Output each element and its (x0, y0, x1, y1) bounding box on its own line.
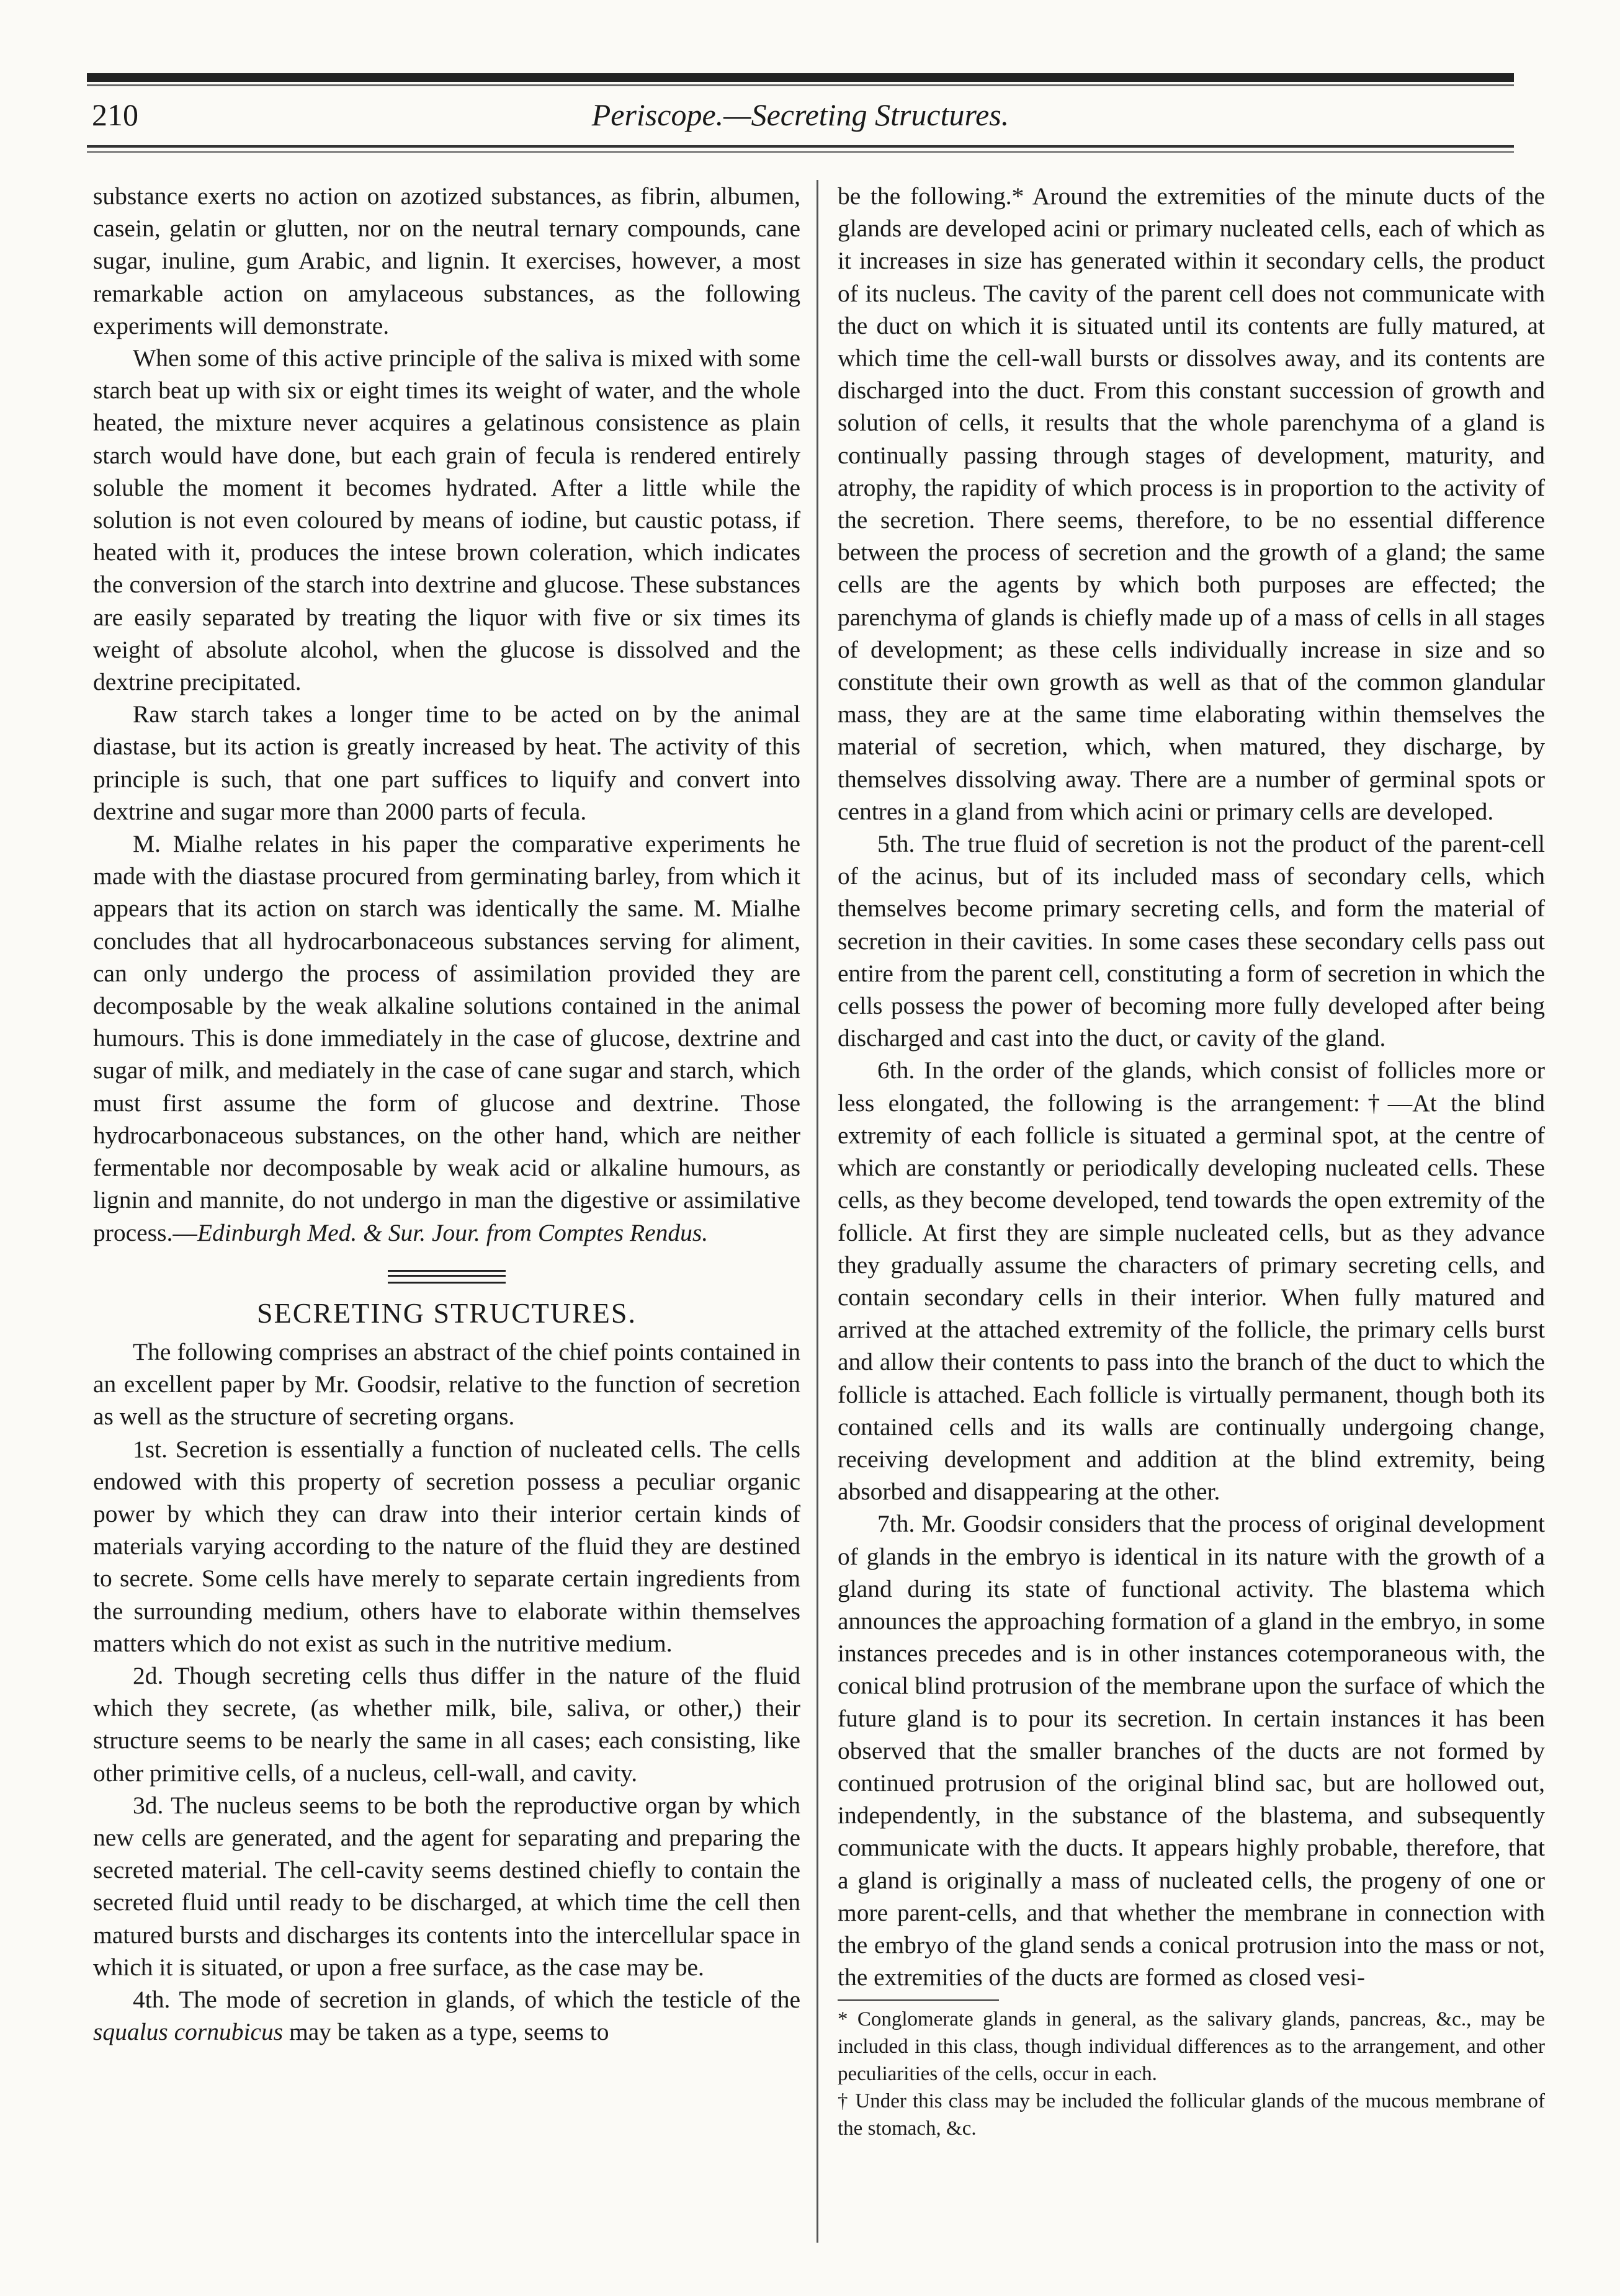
citation: Edinburgh Med. & Sur. Jour. from Comptes Rendus. (197, 1218, 709, 1246)
right-column (838, 180, 1545, 2142)
paragraph: 7th. Mr. Goodsir considers that the process of original development of glands in the embryo is identical in its nature with the growth of a gland during its state of functional activity. The blastema which announces the approaching formation of a gland in the embryo, in some instances precedes and is in other instances cotemporaneous with, the conical blind protrusion of the membrane upon the surface of which the future gland is to pour its secretion. In certain instances it has been observed that the smaller branches of the ducts are not formed by continued protrusion of the original blind sac, but are hollowed out, independently, in the substance of the blastema, and subsequently communicate with the ducts. It appears highly probable, therefore, that a gland is originally a mass of nucleated cells, the progeny of one or more parent-cells, and that whether the membrane in connection with the embryo of the gland sends a conical protrusion into the mass or not, the extremities of the ducts are formed as closed vesi- (838, 1510, 1545, 1991)
running-head: Periscope.—Secreting Structures. (591, 97, 1009, 132)
left-column (93, 180, 800, 2048)
footnote: * Conglomerate glands in general, as the salivary glands, pancreas, &c., may be included in this class, though individual differences as to the arrangement, and other peculiarities of the cells, occur in each. (838, 2008, 1545, 2086)
column-divider (817, 180, 818, 2243)
paragraph: Raw starch takes a longer time to be acted on by the animal diastase, but its action is greatly increased by heat. The activity of this principle is such, that one part suffices to liquify and convert into dextrine and sugar more than 2000 parts of fecula. (93, 700, 800, 825)
paragraph-text: M. Mialhe relates in his paper the comparative experiments he made with the diastase procured from germinating barley, from which it appears that its action on starch was identically the same. M. Mialhe concludes that all hydrocarbonaceous substances serving for aliment, can only undergo the process of assimilation provided they are decomposable by the weak alkaline solutions contained in the animal humours. This is done immediately in the case of glucose, dextrine and sugar of milk, and mediately in the case of cane sugar and starch, which must first assume the form of glucose and dextrine. Those hydrocarbonaceous substances, on the other hand, which are neither fermentable nor decomposable by weak acid or alkaline humours, as lignin and mannite, do not undergo in man the digestive or assimilative process.— (93, 830, 800, 1246)
paragraph (93, 1983, 800, 2048)
species-name: squalus cornubicus (93, 2018, 284, 2046)
paragraph: be the following.* Around the extremities of the minute ducts of the glands are developed acini or primary nucleated cells, each of which as it increases in size has generated within it secondary cells, the product of its nucleus. The cavity of the parent cell does not communicate with the duct on which it is situated until its contents are fully matured, at which time the cell-wall bursts or dissolves away, and its contents are discharged into the duct. From this constant succession of growth and solution of cells, it results that the whole parenchyma of a gland is continually passing through stages of development, maturity, and atrophy, the rapidity of which process is in proportion to the activity of the secretion. There seems, therefore, to be no essential difference between the process of secretion and the growth of a gland; the same cells are the agents by which both purposes are effected; the parenchyma of glands is chiefly made up of a mass of cells in all stages of development; as these cells individually increase in size and so constitute their own growth as well as that of the common glandular mass, they are at the same time elaborating within themselves the material of secretion, which, when matured, they discharge, by themselves dissolving away. There are a number of germinal spots or centres in a gland from which acini or primary cells are developed. (838, 182, 1545, 825)
paragraph: The following comprises an abstract of the chief points contained in an excellent paper by Mr. Goodsir, relative to the function of secretion as well as the structure of secreting organs. (93, 1338, 800, 1431)
paragraph: substance exerts no action on azotized substances, as fibrin, albumen, casein, gelatin or glutten, nor on the neutral ternary compounds, cane sugar, inuline, gum Arabic, and lignin. It exercises, however, a most remarkable action on amylaceous substances, as the following experiments will demonstrate. (93, 182, 800, 339)
paragraph-text: may be taken as a type, seems to (283, 2018, 609, 2046)
paragraph: 2d. Though secreting cells thus differ in the nature of the fluid which they secrete, (as whether milk, bile, saliva, or other,) their structure seems to be nearly the same in all cases; each consisting, like other primitive cells, of a nucleus, cell-wall, and cavity. (93, 1661, 800, 1787)
section-separator-line (388, 1282, 506, 1284)
page-number: 210 (92, 97, 138, 132)
section-heading: SECRETING STRUCTURES. (257, 1297, 637, 1329)
paragraph: When some of this active principle of the saliva is mixed with some starch beat up with six or eight times its weight of water, and the whole heated, the mixture never acquires a gelatinous consistence as plain starch would have done, but each grain of fecula is rendered entirely soluble the moment it becomes hydrated. After a little while the solution is not even coloured by means of iodine, but caustic potass, if heated with it, produces the intese brown coleration, which indicates the conversion of the starch into dextrine and glucose. These substances are easily separated by treating the liquor with five or six times its weight of absolute alcohol, when the glucose is dissolved and the dextrine precipitated. (93, 344, 800, 696)
paragraph-text: 4th. The mode of secretion in glands, of which the testicle of the (133, 1985, 800, 2013)
paragraph: 6th. In the order of the glands, which consist of follicles more or less elongated, the following is the arrangement:†—At the blind extremity of each follicle is situated a germinal spot, at the centre of which are constantly or periodically developing nucleated cells. These cells, as they become developed, tend towards the open extremity of the follicle. At first they are simple nucleated cells, but as they advance they gradually assume the characters of primary secreting cells, and contain secondary cells in their interior. When fully matured and arrived at the attached extremity of the follicle, the primary cells burst and allow their contents to pass into the branch of the duct to which the follicle is attached. Each follicle is virtually permanent, though both its contained cells and its walls are continually undergoing change, receiving development and addition at the blind extremity, being absorbed and disappearing at the other. (838, 1056, 1545, 1506)
top-border-rule-thin (87, 84, 1514, 86)
paragraph: 5th. The true fluid of secretion is not the product of the parent-cell of the acinus, but of its included mass of secondary cells, which themselves become primary secreting cells, and form the material of secretion in their cavities. In some cases these secondary cells pass out entire from the parent cell, constituting a form of secretion in which the cells possess the power of becoming more fully developed after being discharged and cast into the duct, or cavity of the gland. (838, 830, 1545, 1052)
header-rule-thin (87, 151, 1514, 153)
paragraph: 1st. Secretion is essentially a function of nucleated cells. The cells endowed with this property of secretion possess a peculiar organic power by which they can draw into their interior certain kinds of materials varying according to the nature of the fluid they are destined to secrete. Some cells have merely to separate certain ingredients from the surrounding medium, others have to elaborate within themselves matters which do not exist as such in the nutritive medium. (93, 1435, 800, 1657)
header-rule (87, 145, 1514, 148)
footnote: † Under this class may be included the follicular glands of the mucous membrane of the stomach, &c. (838, 2090, 1545, 2140)
footnote-rule (838, 1999, 999, 2001)
top-border-rule (87, 73, 1514, 82)
paragraph: 3d. The nucleus seems to be both the reproductive organ by which new cells are generated, and the agent for separating and preparing the secreted material. The cell-cavity seems destined chiefly to contain the secreted fluid until ready to be discharged, at which time the cell then matured bursts and discharges its contents into the intercellular space in which it is situated, or upon a free surface, as the case may be. (93, 1791, 800, 1981)
section-separator (388, 1270, 506, 1277)
paragraph (93, 828, 800, 1249)
